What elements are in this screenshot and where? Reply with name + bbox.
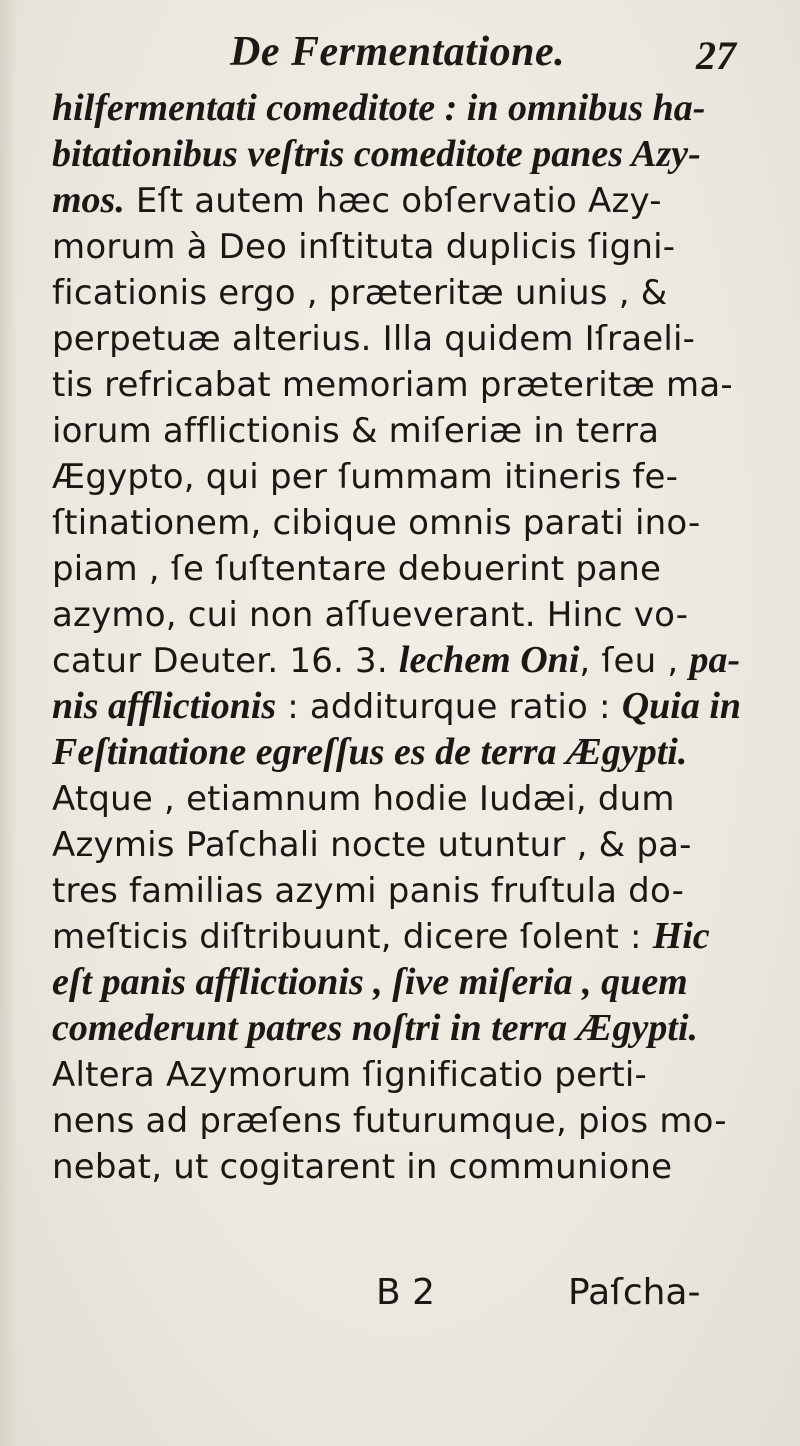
italic-span: Hic: [652, 915, 710, 957]
text-line: [52, 176, 787, 222]
text-line: [52, 682, 787, 728]
roman-span: morum à Deo inſtituta duplicis ſigni-: [52, 227, 676, 267]
roman-span: meſticis diſtribuunt, dicere ſolent :: [52, 917, 653, 957]
italic-span: eſt panis afflictionis , ſive miſeria , quem: [52, 961, 688, 1003]
text-line: [52, 222, 787, 268]
text-line: [52, 912, 787, 958]
roman-span: piam , ſe ſuſtentare debuerint pane: [52, 549, 662, 589]
roman-span: Atque , etiamnum hodie Iudæi, dum: [52, 779, 675, 819]
italic-span: Feſtinatione egreſſus es de terra Ægypti.: [52, 731, 688, 773]
roman-span: Azymis Paſchali nocte utuntur , & pa-: [52, 825, 692, 865]
italic-span: mos.: [52, 179, 125, 221]
roman-span: , ſeu ,: [579, 641, 690, 681]
running-head: [0, 28, 800, 84]
text-line: [52, 314, 787, 360]
italic-span: bitationibus veſtris comeditote panes Azy-: [52, 133, 701, 175]
text-line: [52, 636, 787, 682]
italic-span: pa-: [689, 639, 741, 681]
running-title: De Fermentatione.: [230, 29, 566, 75]
text-line: [52, 130, 787, 176]
text-line: [52, 774, 787, 820]
body-text: [52, 84, 787, 1188]
text-line: [52, 728, 787, 774]
page-number: 27: [696, 33, 736, 78]
text-line: [52, 544, 787, 590]
text-line: [52, 498, 787, 544]
roman-span: Eſt autem hæc obſervatio Azy-: [124, 181, 662, 221]
text-line: [52, 1142, 787, 1188]
roman-span: : additurque ratio :: [276, 687, 622, 727]
catchword: Paſcha-: [568, 1272, 701, 1313]
roman-span: iorum afflictionis & miſeriæ in terra: [52, 411, 660, 451]
roman-span: catur Deuter. 16. 3.: [52, 641, 399, 681]
text-line: [52, 360, 787, 406]
roman-span: nebat, ut cogitarent in communione: [52, 1147, 673, 1187]
roman-span: tis refricabat memoriam præteritæ ma-: [52, 365, 733, 405]
roman-span: azymo, cui non aſſueverant. Hinc vo-: [52, 595, 689, 635]
text-line: [52, 1004, 787, 1050]
italic-span: nis afflictionis: [52, 685, 277, 727]
roman-span: ficationis ergo , præteritæ unius , &: [52, 273, 668, 313]
text-line: [52, 958, 787, 1004]
text-line: [52, 84, 787, 130]
text-line: [52, 866, 787, 912]
gutter-shadow: [0, 0, 18, 1446]
roman-span: Altera Azymorum ſignificatio perti-: [52, 1055, 648, 1095]
text-line: [52, 1050, 787, 1096]
italic-span: lechem Oni: [398, 639, 580, 681]
italic-span: comederunt patres noſtri in terra Ægypti.: [52, 1007, 698, 1049]
text-line: [52, 452, 787, 498]
text-line: [52, 820, 787, 866]
signature-mark: B 2: [376, 1272, 436, 1313]
text-line: [52, 268, 787, 314]
roman-span: nens ad præſens futurumque, pios mo-: [52, 1101, 727, 1141]
text-line: [52, 1096, 787, 1142]
roman-span: tres familias azymi panis fruſtula do-: [52, 871, 685, 911]
text-line: [52, 406, 787, 452]
italic-span: Quia in: [621, 685, 742, 727]
catch-line: [0, 1268, 800, 1318]
text-line: [52, 590, 787, 636]
roman-span: perpetuæ alterius. Illa quidem Iſraeli-: [52, 319, 696, 359]
roman-span: Ægypto, qui per ſummam itineris fe-: [52, 457, 679, 497]
roman-span: ſtinationem, cibique omnis parati ino-: [52, 503, 701, 543]
italic-span: hilfermentati comeditote : in omnibus ha-: [52, 87, 706, 129]
